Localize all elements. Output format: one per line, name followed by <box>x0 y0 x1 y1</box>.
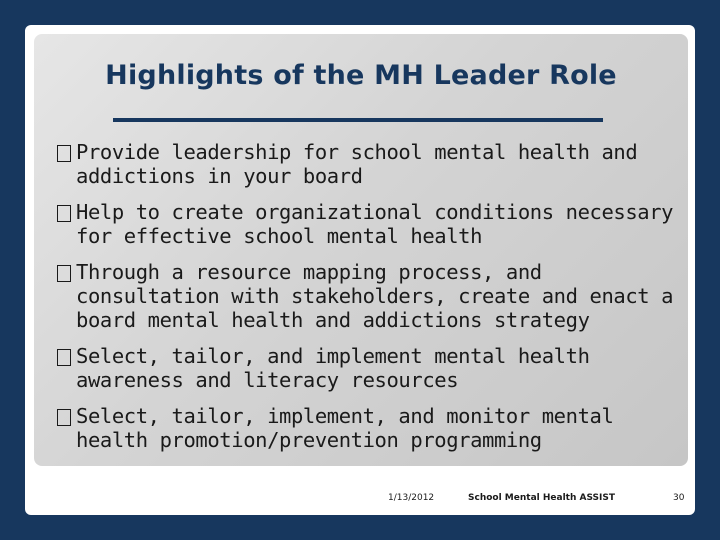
bullet-item <box>56 260 676 332</box>
bullet-list <box>56 140 676 464</box>
bullet-item <box>56 140 676 188</box>
bullet-text: Provide leadership for school mental health and addictions in your board <box>76 140 638 188</box>
bullet-text: Through a resource mapping process, and consultation with stakeholders, create and enact a board mental health and addictions strategy <box>76 260 674 332</box>
slide-title: Highlights of the MH Leader Role <box>105 60 617 91</box>
square-bullet-icon <box>57 205 71 222</box>
square-bullet-icon <box>57 409 71 426</box>
page-number: 30 <box>673 493 685 503</box>
footer-date: 1/13/2012 <box>388 493 435 503</box>
bullet-text: Help to create organizational conditions necessary for effective school mental health <box>76 200 674 248</box>
footer-title: School Mental Health ASSIST <box>468 493 616 503</box>
square-bullet-icon <box>57 265 71 282</box>
bullet-item <box>56 404 676 452</box>
bullet-item <box>56 344 676 392</box>
square-bullet-icon <box>57 349 71 366</box>
bullet-text: Select, tailor, and implement mental health awareness and literacy resources <box>76 344 590 392</box>
square-bullet-icon <box>57 145 71 162</box>
bullet-text: Select, tailor, implement, and monitor mental health promotion/prevention programming <box>76 404 614 452</box>
bullet-item <box>56 200 676 248</box>
title-underline <box>113 118 603 122</box>
